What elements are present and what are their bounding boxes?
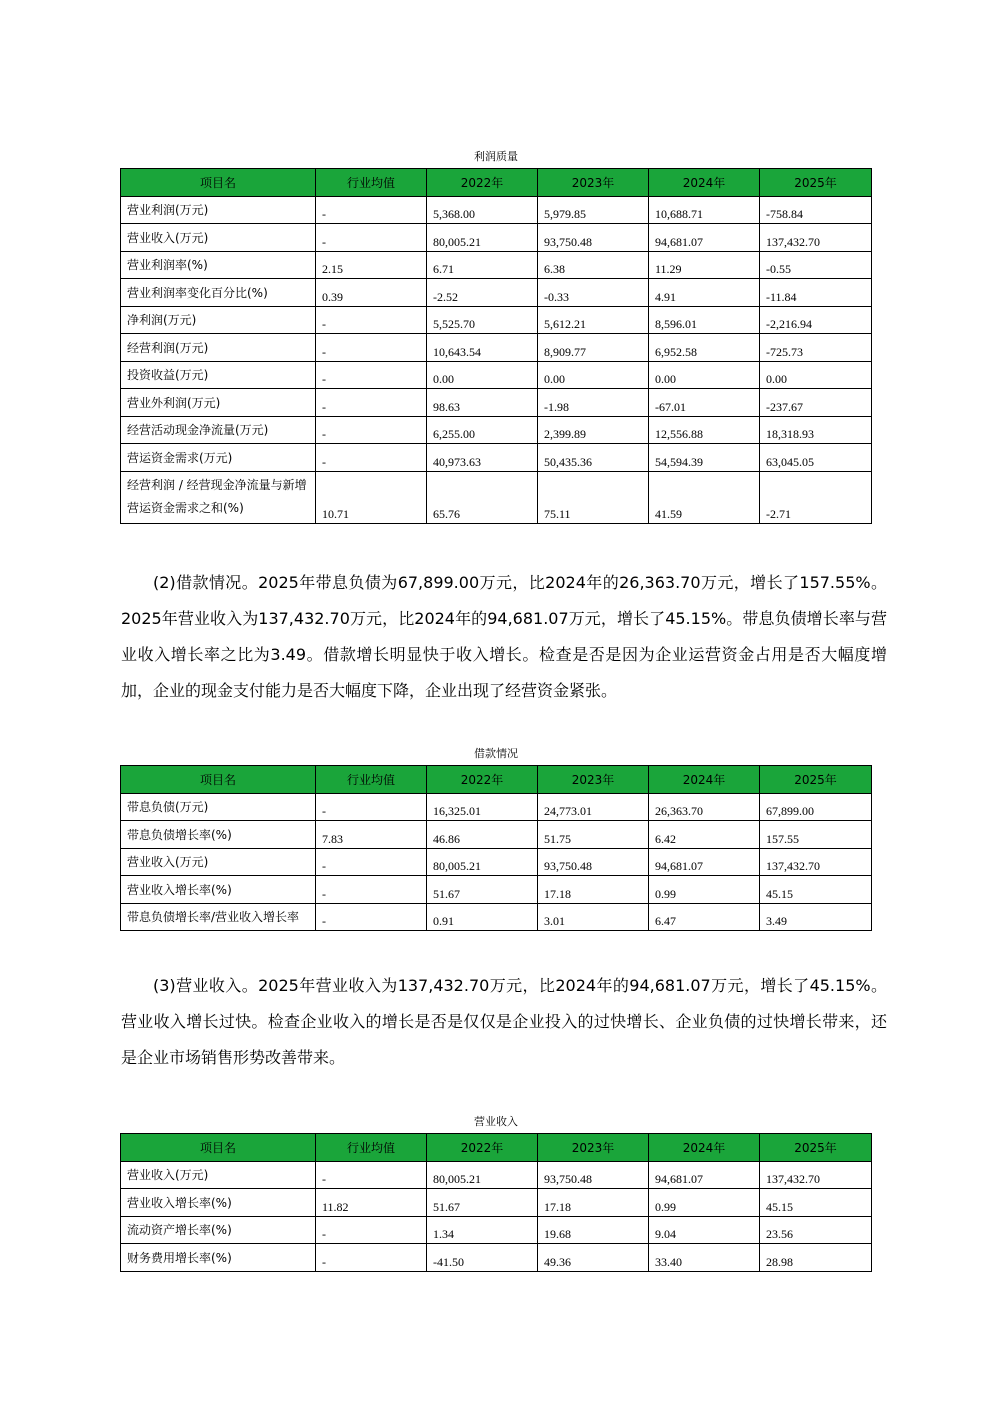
value-cell: 45.15 [760,876,872,904]
value-cell: 11.82 [316,1189,427,1217]
value-cell: 98.63 [427,389,538,417]
row-label-cell: 财务费用增长率(%) [121,1244,316,1272]
column-header: 2025年 [760,169,872,197]
value-cell: 6.42 [649,821,760,849]
value-cell: 11.29 [649,252,760,279]
value-cell: 10,643.54 [427,334,538,362]
table-row [121,472,872,524]
value-cell: 0.00 [538,362,649,389]
value-cell: -2.71 [760,472,872,524]
value-cell: - [316,334,427,362]
value-cell: 0.91 [427,904,538,931]
value-cell: -0.33 [538,279,649,307]
table-row [121,1162,872,1189]
value-cell: 0.39 [316,279,427,307]
column-header: 2022年 [427,766,538,794]
value-cell: -41.50 [427,1244,538,1272]
value-cell: 6.71 [427,252,538,279]
value-cell: 51.67 [427,1189,538,1217]
column-header: 2022年 [427,1134,538,1162]
value-cell: 5,979.85 [538,197,649,224]
value-cell: 93,750.48 [538,224,649,252]
value-cell: - [316,197,427,224]
value-cell: 80,005.21 [427,1162,538,1189]
value-cell: 45.15 [760,1189,872,1217]
value-cell: - [316,417,427,444]
value-cell: - [316,849,427,876]
column-header: 2025年 [760,766,872,794]
value-cell: 3.01 [538,904,649,931]
value-cell: 49.36 [538,1244,649,1272]
row-label-cell: 经营利润 / 经营现金净流量与新增营运资金需求之和(%) [121,472,316,524]
row-label-cell: 带息负债增长率/营业收入增长率 [121,904,316,931]
row-label-cell: 营业利润(万元) [121,197,316,224]
row-label-cell: 经营利润(万元) [121,334,316,362]
value-cell: 26,363.70 [649,794,760,821]
value-cell: 41.59 [649,472,760,524]
row-label-cell: 营业收入(万元) [121,849,316,876]
value-cell: 18,318.93 [760,417,872,444]
value-cell: 94,681.07 [649,849,760,876]
table-row [121,794,872,821]
table-row [121,224,872,252]
table-row [121,307,872,334]
value-cell: 137,432.70 [760,224,872,252]
table-caption-borrowing: 借款情况 [474,747,518,760]
value-cell: 65.76 [427,472,538,524]
table-row [121,1217,872,1244]
table-row [121,1189,872,1217]
value-cell: 5,368.00 [427,197,538,224]
value-cell: 93,750.48 [538,849,649,876]
table-row [121,334,872,362]
value-cell: 40,973.63 [427,444,538,472]
value-cell: -237.67 [760,389,872,417]
row-label-cell: 营运资金需求(万元) [121,444,316,472]
profit-quality-table [120,168,872,524]
column-header: 2022年 [427,169,538,197]
row-label-cell: 营业收入增长率(%) [121,876,316,904]
value-cell: - [316,1244,427,1272]
column-header: 行业均值 [316,766,427,794]
column-header: 2023年 [538,766,649,794]
value-cell: 12,556.88 [649,417,760,444]
value-cell: 9.04 [649,1217,760,1244]
value-cell: 2.15 [316,252,427,279]
value-cell: 46.86 [427,821,538,849]
row-label-cell: 营业利润率变化百分比(%) [121,279,316,307]
value-cell: 50,435.36 [538,444,649,472]
value-cell: 0.00 [760,362,872,389]
value-cell: 51.67 [427,876,538,904]
value-cell: 17.18 [538,1189,649,1217]
paragraph-borrowing: (2)借款情况。2025年带息负债为67,899.00万元，比2024年的26,363.70万元，增长了157.55%。2025年营业收入为137,432.70万元，比2024年的94,681.07万元，增长了45.15%。带息负债增长率与营业收入增长率之比为3.49。借款增长明显快于收入增长。检查是否是因为企业运营资金占用是否大幅度增加，企业的现金支付能力是否大幅度下降，企业出现了经营资金紧张。 [121,573,887,700]
value-cell: - [316,904,427,931]
value-cell: 137,432.70 [760,849,872,876]
value-cell: 80,005.21 [427,224,538,252]
value-cell: - [316,224,427,252]
value-cell: 33.40 [649,1244,760,1272]
table-row [121,904,872,931]
value-cell: 5,612.21 [538,307,649,334]
value-cell: 10.71 [316,472,427,524]
value-cell: - [316,794,427,821]
column-header: 项目名 [121,766,316,794]
table-row [121,279,872,307]
value-cell: 75.11 [538,472,649,524]
paragraph-revenue: (3)营业收入。2025年营业收入为137,432.70万元，比2024年的94,681.07万元，增长了45.15%。营业收入增长过快。检查企业收入的增长是否是仅仅是企业投入的过快增长、企业负债的过快增长带来，还是企业市场销售形势改善带来。 [121,976,887,1067]
row-label-cell: 营业利润率(%) [121,252,316,279]
borrowing-table [120,765,872,931]
row-label-cell: 流动资产增长率(%) [121,1217,316,1244]
value-cell: 6.38 [538,252,649,279]
column-header: 2024年 [649,169,760,197]
value-cell: -758.84 [760,197,872,224]
value-cell: 67,899.00 [760,794,872,821]
value-cell: 8,909.77 [538,334,649,362]
value-cell: 80,005.21 [427,849,538,876]
value-cell: -1.98 [538,389,649,417]
row-label-cell: 营业收入增长率(%) [121,1189,316,1217]
value-cell: -0.55 [760,252,872,279]
table-row [121,876,872,904]
value-cell: 0.99 [649,876,760,904]
column-header: 2023年 [538,1134,649,1162]
row-label-cell: 净利润(万元) [121,307,316,334]
table-row [121,362,872,389]
value-cell: 6,255.00 [427,417,538,444]
value-cell: - [316,444,427,472]
column-header: 行业均值 [316,169,427,197]
table-header-row [121,766,872,794]
table-row [121,389,872,417]
row-label-cell: 带息负债(万元) [121,794,316,821]
value-cell: 51.75 [538,821,649,849]
value-cell: 6.47 [649,904,760,931]
value-cell: 23.56 [760,1217,872,1244]
row-label-cell: 经营活动现金净流量(万元) [121,417,316,444]
value-cell: 17.18 [538,876,649,904]
value-cell: -11.84 [760,279,872,307]
table-header-row [121,169,872,197]
table-row [121,444,872,472]
value-cell: 7.83 [316,821,427,849]
table-row [121,1244,872,1272]
value-cell: - [316,1217,427,1244]
value-cell: - [316,1162,427,1189]
value-cell: 24,773.01 [538,794,649,821]
value-cell: 8,596.01 [649,307,760,334]
value-cell: 0.00 [649,362,760,389]
value-cell: 94,681.07 [649,224,760,252]
table-row [121,417,872,444]
value-cell: -2.52 [427,279,538,307]
row-label-cell: 营业外利润(万元) [121,389,316,417]
table-caption-revenue: 营业收入 [474,1115,518,1128]
column-header: 2023年 [538,169,649,197]
value-cell: 63,045.05 [760,444,872,472]
value-cell: 157.55 [760,821,872,849]
value-cell: 19.68 [538,1217,649,1244]
row-label-cell: 带息负债增长率(%) [121,821,316,849]
value-cell: - [316,307,427,334]
value-cell: -725.73 [760,334,872,362]
value-cell: 4.91 [649,279,760,307]
value-cell: 54,594.39 [649,444,760,472]
value-cell: 6,952.58 [649,334,760,362]
value-cell: 3.49 [760,904,872,931]
value-cell: 5,525.70 [427,307,538,334]
value-cell: 94,681.07 [649,1162,760,1189]
value-cell: - [316,389,427,417]
table-row [121,849,872,876]
column-header: 行业均值 [316,1134,427,1162]
column-header: 项目名 [121,169,316,197]
table-row [121,821,872,849]
value-cell: 93,750.48 [538,1162,649,1189]
column-header: 2024年 [649,766,760,794]
table-caption-profit-quality: 利润质量 [474,150,518,163]
value-cell: 2,399.89 [538,417,649,444]
value-cell: -67.01 [649,389,760,417]
value-cell: 1.34 [427,1217,538,1244]
value-cell: 0.99 [649,1189,760,1217]
value-cell: - [316,362,427,389]
row-label-cell: 营业收入(万元) [121,224,316,252]
value-cell: 28.98 [760,1244,872,1272]
value-cell: 10,688.71 [649,197,760,224]
value-cell: 0.00 [427,362,538,389]
table-header-row [121,1134,872,1162]
row-label-cell: 投资收益(万元) [121,362,316,389]
table-row [121,252,872,279]
revenue-table [120,1133,872,1272]
value-cell: - [316,876,427,904]
table-row [121,197,872,224]
value-cell: -2,216.94 [760,307,872,334]
column-header: 项目名 [121,1134,316,1162]
row-label-cell: 营业收入(万元) [121,1162,316,1189]
column-header: 2025年 [760,1134,872,1162]
value-cell: 137,432.70 [760,1162,872,1189]
column-header: 2024年 [649,1134,760,1162]
value-cell: 16,325.01 [427,794,538,821]
